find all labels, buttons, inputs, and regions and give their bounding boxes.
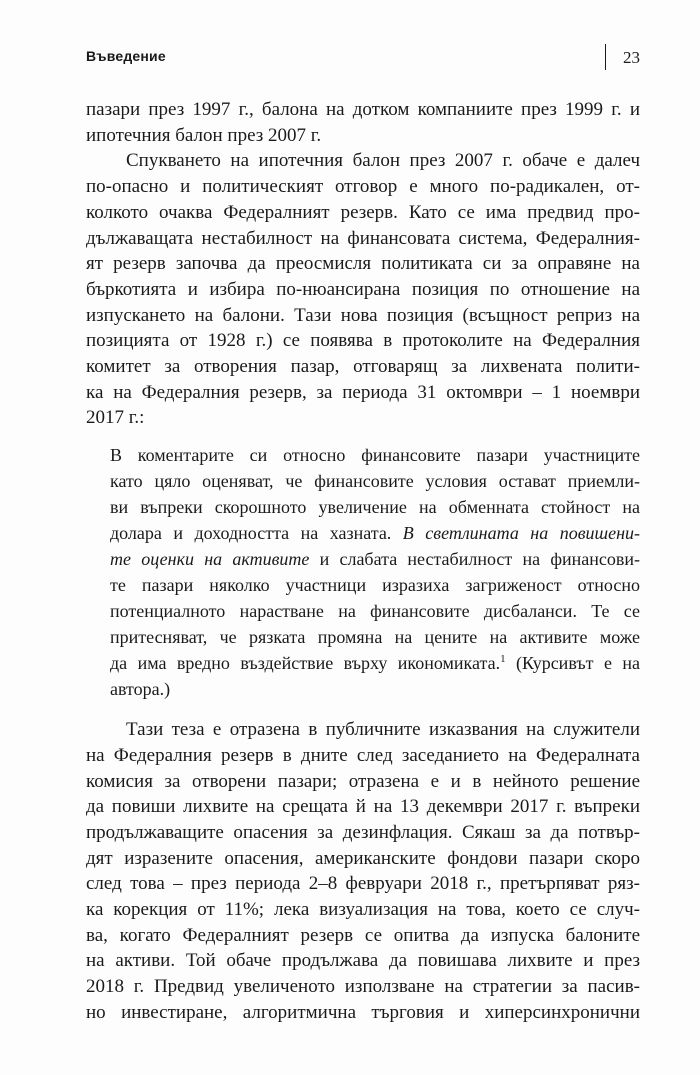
text-line: продължаващите опасения за дезинфлация. Сякаш за да потвър-: [86, 821, 640, 843]
paragraph-2: [86, 148, 640, 431]
italic-emphasis: те оценки на активите: [110, 549, 310, 570]
text-line: комисия за отворени пазари; отразена е и в нейното решение: [86, 770, 640, 792]
quote-line: ви въпреки скорошното увеличение на обменната стойност на: [110, 497, 640, 518]
quote-line: те пазари няколко участници изразиха загриженост относно: [110, 575, 640, 596]
text-line: дължаващата нестабилност на финансовата система, Федералния-: [86, 227, 640, 249]
quote-line: потенциалното нарастване на финансовите дисбаланси. Те се: [110, 601, 640, 622]
quote-line: като цяло оценяват, че финансовите условия остават приемли-: [110, 471, 640, 492]
quote-line: [110, 520, 640, 546]
text-line: дят изразените опасения, американските фондови пазари скоро: [86, 847, 640, 869]
text-line: 2018 г. Предвид увеличеното използване на стратегии за пасив-: [86, 976, 640, 998]
quote-text: и слабата нестабилност на финансови-: [319, 549, 640, 570]
text-line: пазари през 1997 г., балона на дотком компаниите през 1999 г. и: [86, 99, 640, 120]
chapter-title: Въведение: [86, 48, 166, 64]
quote-line: автора.): [110, 679, 171, 700]
text-line: ва, когато Федералният резерв се опитва да изпуска балоните: [86, 924, 640, 946]
footnote-marker: 1: [500, 653, 506, 666]
text-line: ипотечния балон през 2007 г.: [86, 124, 322, 146]
text-line: ка на Федералния резерв, за периода 31 октомври – 1 ноември: [86, 381, 640, 403]
text-line: Тази теза е отразена в публичните изказвания на служители: [126, 719, 640, 741]
text-line: Спукването на ипотечния балон през 2007 г. обаче е далеч: [126, 150, 640, 172]
page-body: [86, 97, 640, 1026]
text-line: на Федералния резерв в дните след заседанието на Федералната: [86, 744, 640, 766]
text-line: да повиши лихвите на срещата й на 13 декември 2017 г. въпреки: [86, 796, 640, 818]
text-line: бъркотията и избира по-нюансирана позиция по отношение на: [86, 278, 640, 300]
text-line: по-опасно и политическият отговор е много по-радикален, от-: [86, 176, 640, 198]
text-line: комитет за отворения пазар, отговарящ за лихвената полити-: [86, 356, 640, 378]
text-line: изпускането на балони. Тази нова позиция (всъщност реприз на: [86, 304, 640, 326]
quote-line: [110, 546, 640, 572]
quote-text: долара и доходността на хазната.: [110, 523, 392, 544]
block-quote: [110, 442, 640, 702]
quote-line: [110, 650, 640, 676]
quote-text: да има вредно въздействие върху икономиката.: [110, 653, 501, 674]
text-line: ят резерв започва да преосмисля политиката си за оправяне на: [86, 253, 640, 275]
page-number: 23: [623, 48, 640, 67]
quote-line: притесняват, че рязката промяна на цените на активите може: [110, 627, 640, 648]
text-line: след това – през периода 2–8 февруари 2018 г., претърпяват ряз-: [86, 873, 640, 895]
text-line: ка корекция от 11%; лека визуализация на това, което се случ-: [86, 899, 640, 921]
quote-text: (Курсивът е на: [516, 653, 640, 674]
text-line: на активи. Той обаче продължава да повишава лихвите и през: [86, 950, 640, 972]
text-line: 2017 г.:: [86, 407, 145, 429]
paragraph-3: [86, 717, 640, 1025]
paragraph-1: [86, 97, 640, 148]
header-divider: [605, 44, 606, 70]
running-header: [86, 44, 640, 70]
quote-line: В коментарите си относно финансовите пазари участниците: [110, 445, 640, 466]
text-line: но инвестиране, алгоритмична търговия и хиперсинхронични: [86, 1001, 640, 1023]
text-line: позицията от 1928 г.) се появява в протоколите на Федералния: [86, 330, 640, 352]
italic-emphasis: В светлината на повишени-: [402, 523, 641, 544]
text-line: колкото очаква Федералният резерв. Като се има предвид про-: [86, 201, 640, 223]
